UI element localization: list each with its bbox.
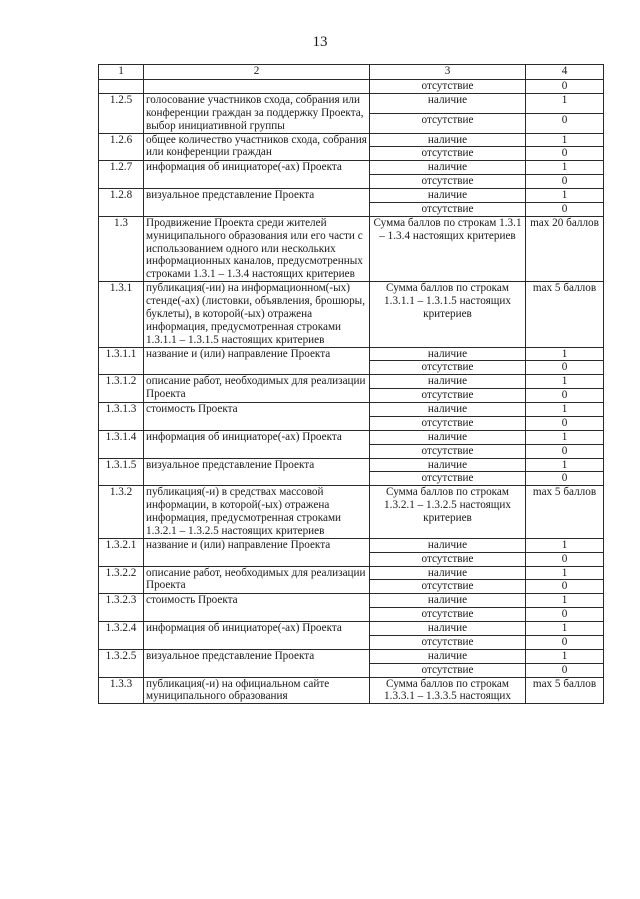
criterion-description: описание работ, необходимых для реализации Проекта <box>144 566 370 594</box>
criterion-score: max 5 баллов <box>526 282 604 347</box>
table-row <box>99 189 604 203</box>
criterion-score: 0 <box>526 663 604 677</box>
criterion-value: Сумма баллов по строкам 1.3.3.1 – 1.3.3.5 настоящих <box>370 677 526 704</box>
header-col-2: 2 <box>144 65 370 80</box>
table-row <box>99 161 604 175</box>
table-row <box>99 649 604 663</box>
criterion-value: наличие <box>370 347 526 361</box>
criterion-score: 1 <box>526 133 604 147</box>
header-col-3: 3 <box>370 65 526 80</box>
criterion-description: общее количество участников схода, собрания или конференции граждан <box>144 133 370 161</box>
criterion-number: 1.2.5 <box>99 93 144 133</box>
criterion-score: 0 <box>526 389 604 403</box>
criterion-value: наличие <box>370 403 526 417</box>
criterion-value: отсутствие <box>370 635 526 649</box>
criterion-number: 1.3.1.2 <box>99 375 144 403</box>
criterion-score: max 20 баллов <box>526 216 604 281</box>
criterion-score: 0 <box>526 361 604 375</box>
criterion-description: информация об инициаторе(-ах) Проекта <box>144 430 370 458</box>
criterion-value: наличие <box>370 375 526 389</box>
criterion-description: визуальное представление Проекта <box>144 649 370 677</box>
table-row <box>99 347 604 361</box>
criterion-value: наличие <box>370 161 526 175</box>
criterion-number: 1.3.1 <box>99 282 144 347</box>
criterion-value: отсутствие <box>370 113 526 133</box>
criterion-number: 1.3.2.4 <box>99 622 144 650</box>
criterion-number: 1.3.1.3 <box>99 403 144 431</box>
criterion-value: наличие <box>370 649 526 663</box>
criterion-number: 1.3 <box>99 216 144 281</box>
criterion-value: отсутствие <box>370 663 526 677</box>
criterion-score: 0 <box>526 202 604 216</box>
criterion-number: 1.2.7 <box>99 161 144 189</box>
criterion-score: 1 <box>526 538 604 552</box>
criterion-value: отсутствие <box>370 80 526 94</box>
criterion-score: 1 <box>526 649 604 663</box>
criterion-number: 1.3.1.4 <box>99 430 144 458</box>
table-row <box>99 594 604 608</box>
criterion-number: 1.3.1.1 <box>99 347 144 375</box>
criterion-value: наличие <box>370 430 526 444</box>
table-row <box>99 133 604 147</box>
criterion-score: max 5 баллов <box>526 486 604 539</box>
table-row <box>99 566 604 580</box>
table-row <box>99 677 604 704</box>
criterion-score: 1 <box>526 161 604 175</box>
criterion-value: отсутствие <box>370 444 526 458</box>
table-row <box>99 375 604 389</box>
criterion-score: 0 <box>526 147 604 161</box>
criterion-description: название и (или) направление Проекта <box>144 347 370 375</box>
criterion-score: 1 <box>526 566 604 580</box>
criterion-value: наличие <box>370 566 526 580</box>
criterion-number: 1.2.6 <box>99 133 144 161</box>
table-row <box>99 622 604 636</box>
criteria-table <box>98 64 604 704</box>
table-row <box>99 403 604 417</box>
criterion-value: отсутствие <box>370 472 526 486</box>
criterion-description: название и (или) направление Проекта <box>144 538 370 566</box>
criterion-score: 1 <box>526 375 604 389</box>
criterion-description: публикация(-и) на официальном сайте муниципального образования <box>144 677 370 704</box>
table-row <box>99 486 604 539</box>
criterion-value: отсутствие <box>370 608 526 622</box>
criterion-value: отсутствие <box>370 416 526 430</box>
table-row <box>99 458 604 472</box>
criterion-value: наличие <box>370 622 526 636</box>
criterion-value: отсутствие <box>370 361 526 375</box>
table-row <box>99 430 604 444</box>
criterion-value: наличие <box>370 189 526 203</box>
criterion-number: 1.3.1.5 <box>99 458 144 486</box>
criterion-description: описание работ, необходимых для реализации Проекта <box>144 375 370 403</box>
criterion-value: отсутствие <box>370 147 526 161</box>
table-row <box>99 93 604 113</box>
criterion-description: стоимость Проекта <box>144 594 370 622</box>
criterion-value: наличие <box>370 133 526 147</box>
criterion-score: 1 <box>526 622 604 636</box>
criterion-value: наличие <box>370 538 526 552</box>
criterion-number: 1.3.2.5 <box>99 649 144 677</box>
criterion-score: 0 <box>526 444 604 458</box>
header-col-4: 4 <box>526 65 604 80</box>
criterion-number: 1.3.3 <box>99 677 144 704</box>
page-number: 13 <box>312 34 328 50</box>
criterion-score: 0 <box>526 175 604 189</box>
criterion-score: 1 <box>526 93 604 113</box>
criterion-number: 1.3.2 <box>99 486 144 539</box>
table-row <box>99 80 604 94</box>
header-col-1: 1 <box>99 65 144 80</box>
table-row <box>99 216 604 281</box>
criterion-score: 0 <box>526 472 604 486</box>
criterion-value: отсутствие <box>370 552 526 566</box>
criterion-score: max 5 баллов <box>526 677 604 704</box>
criterion-description <box>144 80 370 94</box>
criterion-score: 0 <box>526 580 604 594</box>
criterion-score: 1 <box>526 430 604 444</box>
criterion-description: стоимость Проекта <box>144 403 370 431</box>
table-header-row <box>99 65 604 80</box>
criterion-score: 1 <box>526 403 604 417</box>
table-row <box>99 282 604 347</box>
criterion-number: 1.3.2.2 <box>99 566 144 594</box>
criterion-number: 1.3.2.3 <box>99 594 144 622</box>
criterion-description: визуальное представление Проекта <box>144 189 370 217</box>
criteria-table-body <box>99 65 604 704</box>
criterion-score: 1 <box>526 189 604 203</box>
criterion-description: визуальное представление Проекта <box>144 458 370 486</box>
criterion-score: 1 <box>526 594 604 608</box>
criterion-score: 0 <box>526 552 604 566</box>
criterion-score: 0 <box>526 113 604 133</box>
criterion-value: отсутствие <box>370 202 526 216</box>
criterion-value: отсутствие <box>370 389 526 403</box>
criterion-value: наличие <box>370 93 526 113</box>
criterion-value: отсутствие <box>370 580 526 594</box>
criterion-value: наличие <box>370 594 526 608</box>
table-row <box>99 538 604 552</box>
criterion-number <box>99 80 144 94</box>
criterion-value: Сумма баллов по строкам 1.3.2.1 – 1.3.2.5 настоящих критериев <box>370 486 526 539</box>
criterion-value: отсутствие <box>370 175 526 189</box>
criterion-description: голосование участников схода, собрания или конференции граждан за поддержку Проекта, выбор инициативной группы <box>144 93 370 133</box>
criterion-score: 0 <box>526 608 604 622</box>
criterion-score: 0 <box>526 80 604 94</box>
criterion-description: информация об инициаторе(-ах) Проекта <box>144 161 370 189</box>
criterion-description: публикация(-и) в средствах массовой информации, в которой(-ых) отражена информация, предусмотренная строками 1.3.2.1 – 1.3.2.5 настоящих критериев <box>144 486 370 539</box>
criterion-number: 1.3.2.1 <box>99 538 144 566</box>
criterion-description: Продвижение Проекта среди жителей муниципального образования или его части с использованием одного или нескольких информационных каналов, предусмотренных строками 1.3.1 – 1.3.4 настоящих критериев <box>144 216 370 281</box>
criterion-value: Сумма баллов по строкам 1.3.1 – 1.3.4 настоящих критериев <box>370 216 526 281</box>
criterion-value: Сумма баллов по строкам 1.3.1.1 – 1.3.1.5 настоящих критериев <box>370 282 526 347</box>
criterion-score: 1 <box>526 347 604 361</box>
criterion-score: 1 <box>526 458 604 472</box>
criterion-description: информация об инициаторе(-ах) Проекта <box>144 622 370 650</box>
criterion-number: 1.2.8 <box>99 189 144 217</box>
criterion-score: 0 <box>526 635 604 649</box>
criterion-description: публикация(-ии) на информационном(-ых) стенде(-ах) (листовки, объявления, брошюры, буклеты), в которой(-ых) отражена информация, предусмотренная строками 1.3.1.1 – 1.3.1.5 настоящих критериев <box>144 282 370 347</box>
criterion-value: наличие <box>370 458 526 472</box>
criterion-score: 0 <box>526 416 604 430</box>
